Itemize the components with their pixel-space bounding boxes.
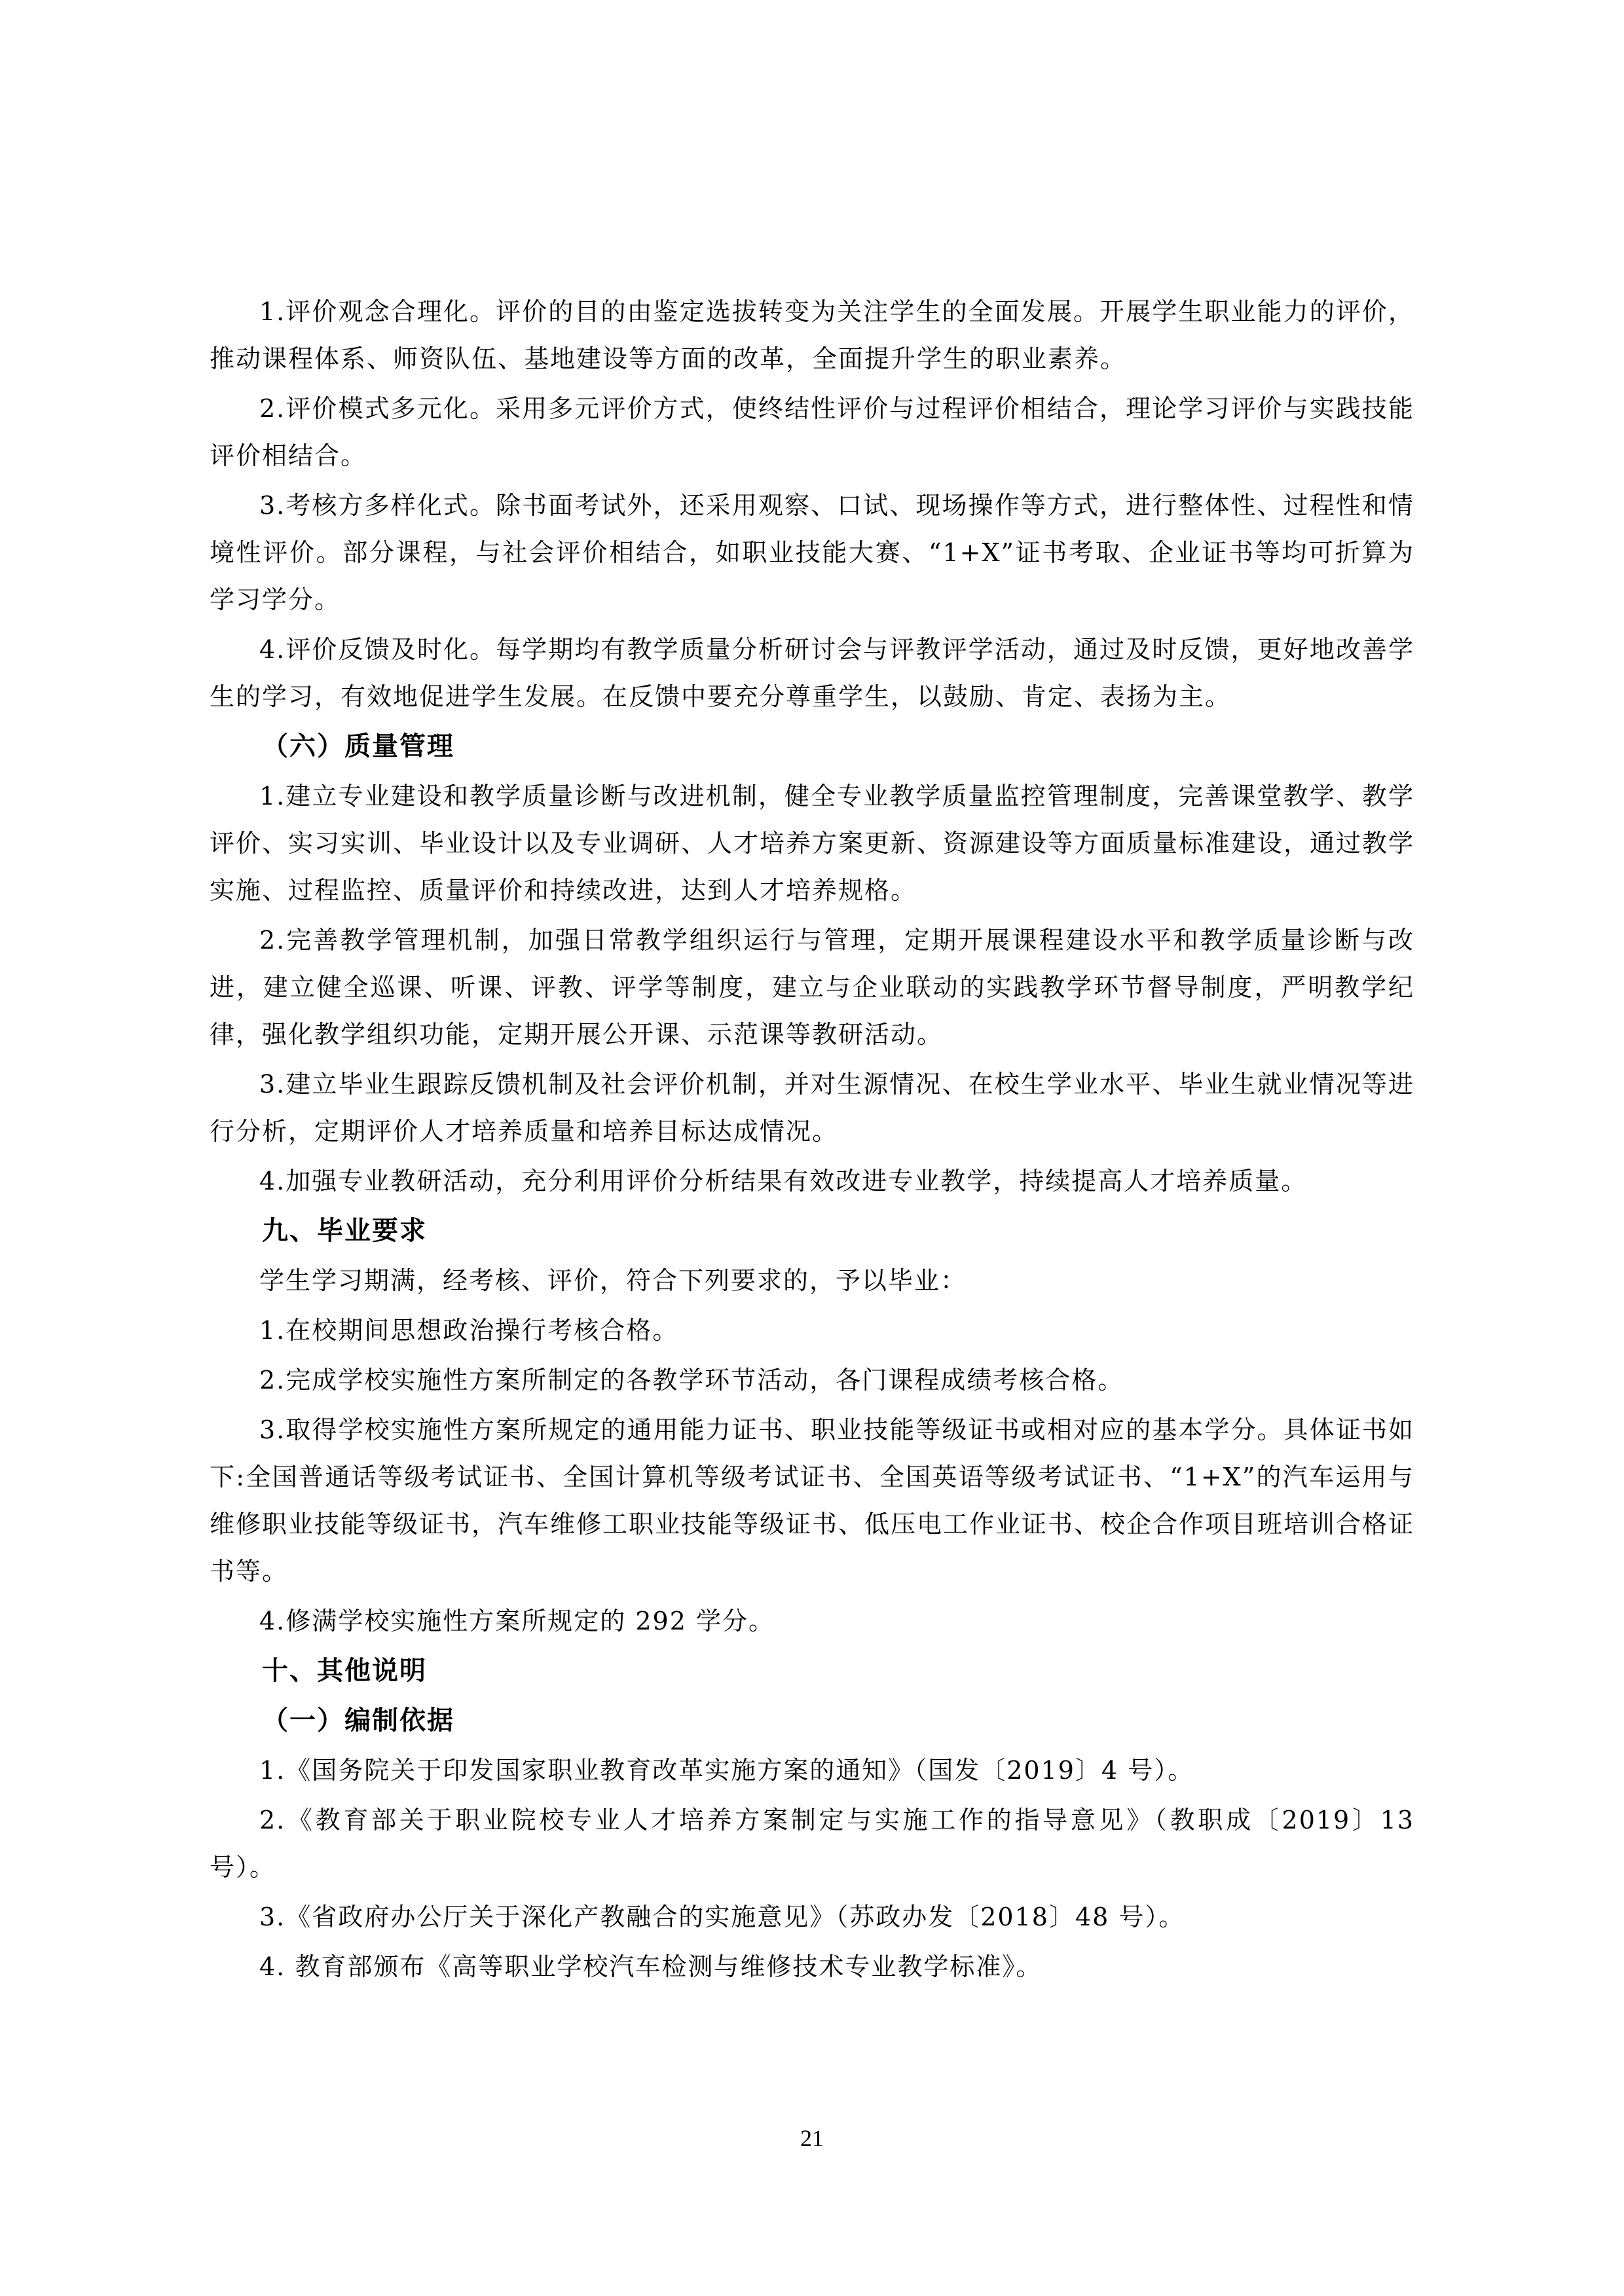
paragraph-eval-mode: 2.评价模式多元化。采用多元评价方式，使终结性评价与过程评价相结合，理论学习评价与实践技能评价相结合。 [210,394,1414,470]
paragraph-basis-4: 4. 教育部颁布《高等职业学校汽车检测与维修技术专业教学标准》。 [259,1952,1043,1981]
paragraph-quality-2: 2.完善教学管理机制，加强日常教学组织运行与管理，定期开展课程建设水平和教学质量诊断与改进，建立健全巡课、听课、评教、评学等制度，建立与企业联动的实践教学环节督导制度，严明教学纪律，强化教学组织功能，定期开展公开课、示范课等教研活动。 [210,926,1414,1049]
page-body [210,288,1414,1993]
page-number: 21 [800,2125,824,2151]
heading-quality-management: （六）质量管理 [262,731,454,761]
paragraph-graduation-4: 4.修满学校实施性方案所规定的 292 学分。 [259,1607,775,1635]
heading-graduation-requirements: 九、毕业要求 [262,1216,427,1246]
paragraph-eval-feedback: 4.评价反馈及时化。每学期均有教学质量分析研讨会与评教评学活动，通过及时反馈，更好地改善学生的学习，有效地促进学生发展。在反馈中要充分尊重学生，以鼓励、肯定、表扬为主。 [210,635,1414,711]
heading-compilation-basis: （一）编制依据 [262,1705,454,1736]
paragraph-graduation-1: 1.在校期间思想政治操行考核合格。 [259,1316,679,1345]
paragraph-quality-4: 4.加强专业教研活动，充分利用评价分析结果有效改进专业教学，持续提高人才培养质量。 [259,1167,1308,1195]
paragraph-assessment-methods: 3.考核方多样化式。除书面考试外，还采用观察、口试、现场操作等方式，进行整体性、过程性和情境性评价。部分课程，与社会评价相结合，如职业技能大赛、“1+X”证书考取、企业证书等均可折算为学习学分。 [210,491,1414,614]
heading-other-notes: 十、其他说明 [262,1656,427,1686]
paragraph-quality-1: 1.建立专业建设和教学质量诊断与改进机制，健全专业教学质量监控管理制度，完善课堂教学、教学评价、实习实训、毕业设计以及专业调研、人才培养方案更新、资源建设等方面质量标准建设，通过教学实施、过程监控、质量评价和持续改进，达到人才培养规格。 [210,782,1415,905]
paragraph-graduation-3: 3.取得学校实施性方案所规定的通用能力证书、职业技能等级证书或相对应的基本学分。具体证书如下:全国普通话等级考试证书、全国计算机等级考试证书、全国英语等级考试证书、“1+X”的汽车运用与维修职业技能等级证书，汽车维修工职业技能等级证书、低压电工作业证书、校企合作项目班培训合格证书等。 [210,1415,1415,1586]
paragraph-quality-3: 3.建立毕业生跟踪反馈机制及社会评价机制，并对生源情况、在校生学业水平、毕业生就业情况等进行分析，定期评价人才培养质量和培养目标达成情况。 [210,1070,1414,1146]
paragraph-eval-concept: 1.评价观念合理化。评价的目的由鉴定选拔转变为关注学生的全面发展。开展学生职业能力的评价，推动课程体系、师资队伍、基地建设等方面的改革，全面提升学生的职业素养。 [210,297,1414,373]
paragraph-basis-2: 2.《教育部关于职业院校专业人才培养方案制定与实施工作的指导意见》（教职成〔2019〕13 号）。 [210,1806,1414,1882]
paragraph-basis-3: 3.《省政府办公厅关于深化产教融合的实施意见》（苏政办发〔2018〕48 号）。 [259,1903,1185,1931]
paragraph-graduation-2: 2.完成学校实施性方案所制定的各教学环节活动，各门课程成绩考核合格。 [259,1366,1124,1394]
paragraph-graduation-intro: 学生学习期满，经考核、评价，符合下列要求的，予以毕业： [259,1266,967,1295]
paragraph-basis-1: 1.《国务院关于印发国家职业教育改革实施方案的通知》（国发〔2019〕4 号）。 [259,1756,1194,1785]
